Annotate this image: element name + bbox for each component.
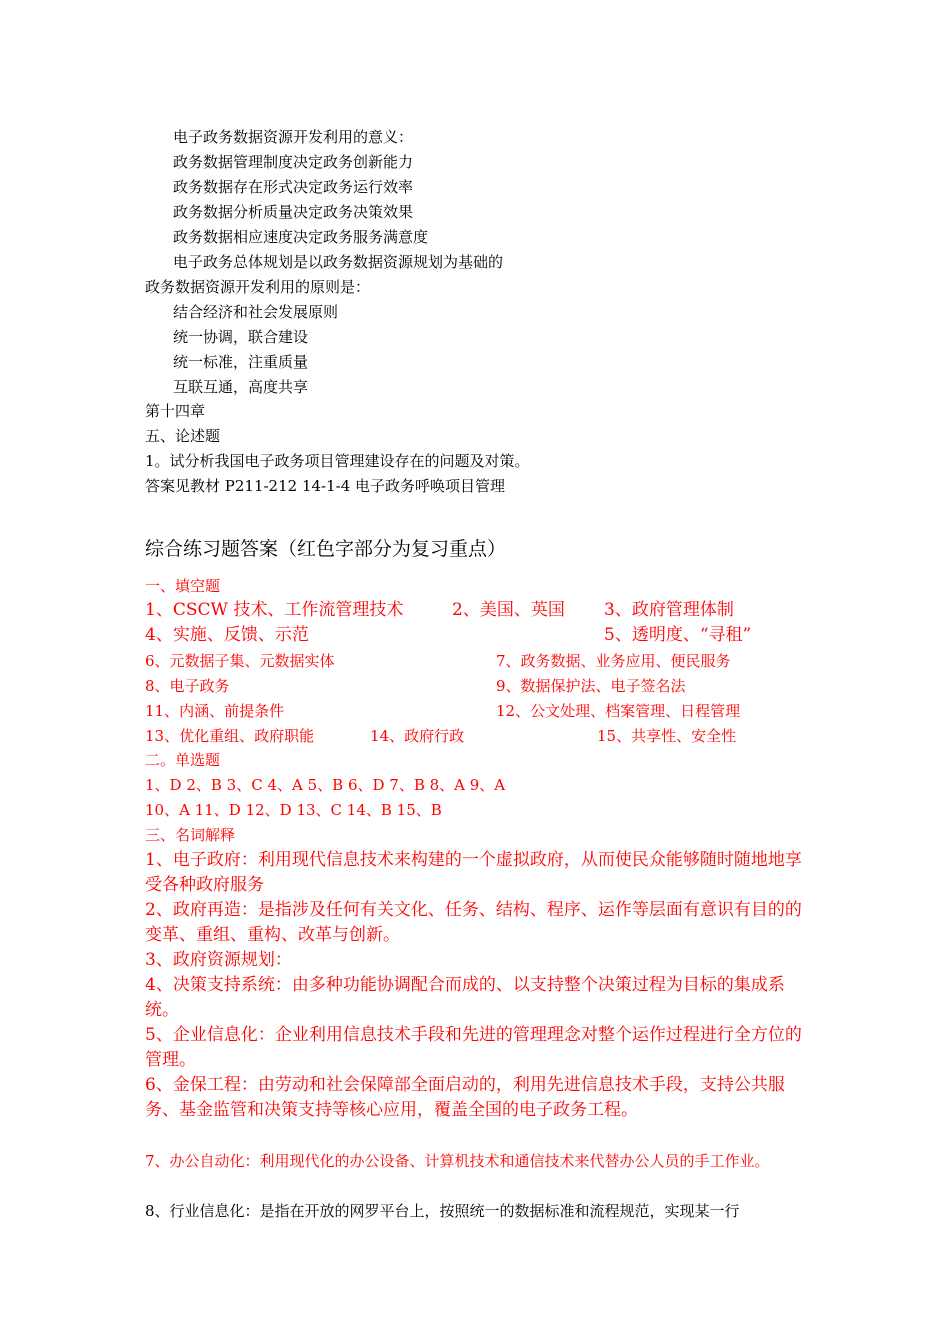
text-line: 电子政务数据资源开发利用的意义： [173, 128, 414, 146]
text-line: 统一协调，联合建设 [173, 328, 309, 346]
text-line: 政务数据相应速度决定政务服务满意度 [173, 228, 429, 246]
section-title: 综合练习题答案（红色字部分为复习重点） [145, 538, 507, 560]
answer-item: 15、共享性、安全性 [597, 727, 737, 745]
choice-answers: 10、A 11、D 12、D 13、C 14、B 15、B [145, 801, 442, 819]
term-item: 8、行业信息化：是指在开放的网罗平台上，按照统一的数据标准和流程规范，实现某一行 [145, 1202, 740, 1220]
answer-item: 11、内涵、前提条件 [145, 702, 285, 720]
answer-item: 6、元数据子集、元数据实体 [145, 652, 335, 670]
chapter-heading: 第十四章 [145, 402, 206, 420]
term-item: 4、决策支持系统：由多种功能协调配合而成的、以支持整个决策过程为目标的集成系统。 [145, 975, 785, 1020]
answer-item: 1、CSCW 技术、工作流管理技术 [145, 600, 404, 620]
term-item: 3、政府资源规划： [145, 950, 292, 970]
answer-item: 8、电子政务 [145, 677, 230, 695]
answer-item: 3、政府管理体制 [604, 600, 734, 620]
text-line: 政务数据资源开发利用的原则是： [145, 278, 371, 296]
text-line: 电子政务总体规划是以政务数据资源规划为基础的 [173, 253, 504, 271]
fill-blank-heading: 一、填空题 [145, 577, 221, 595]
term-item: 5、企业信息化：企业利用信息技术手段和先进的管理理念对整个运作过程进行全方位的管理。 [145, 1025, 802, 1070]
choice-answers: 1、D 2、B 3、C 4、A 5、B 6、D 7、B 8、A 9、A [145, 776, 506, 794]
text-line: 政务数据分析质量决定政务决策效果 [173, 203, 414, 221]
term-item: 2、政府再造：是指涉及任何有关文化、任务、结构、程序、运作等层面有意识有目的的变革、重组、重构、改革与创新。 [145, 900, 802, 945]
term-item: 1、电子政府：利用现代信息技术来构建的一个虚拟政府，从而使民众能够随时随地地享受各种政府服务 [145, 850, 802, 895]
answer-item: 4、实施、反馈、示范 [145, 625, 309, 645]
section-heading: 五、论述题 [145, 427, 221, 445]
term-item: 6、金保工程：由劳动和社会保障部全面启动的，利用先进信息技术手段，支持公共服务、基金监管和决策支持等核心应用，覆盖全国的电子政务工程。 [145, 1075, 785, 1120]
text-line: 结合经济和社会发展原则 [173, 303, 339, 321]
question-text: 1。试分析我国电子政务项目管理建设存在的问题及对策。 [145, 452, 530, 470]
terms-heading: 三、名词解释 [145, 826, 236, 844]
answer-item: 9、数据保护法、电子签名法 [496, 677, 686, 695]
text-line: 统一标准，注重质量 [173, 353, 309, 371]
answer-item: 12、公文处理、档案管理、日程管理 [496, 702, 741, 720]
single-choice-heading: 二。单选题 [145, 751, 221, 769]
answer-reference: 答案见教材 P211-212 14-1-4 电子政务呼唤项目管理 [145, 477, 506, 495]
text-line: 政务数据管理制度决定政务创新能力 [173, 153, 414, 171]
answer-item: 13、优化重组、政府职能 [145, 727, 315, 745]
answer-item: 2、美国、英国 [452, 600, 565, 620]
answer-item: 5、透明度、“寻租” [604, 625, 752, 645]
answer-item: 14、政府行政 [370, 727, 465, 745]
text-line: 互联互通，高度共享 [173, 378, 309, 396]
term-item: 7、办公自动化：利用现代化的办公设备、计算机技术和通信技术来代替办公人员的手工作业。 [145, 1152, 770, 1170]
text-line: 政务数据存在形式决定政务运行效率 [173, 178, 414, 196]
answer-item: 7、政务数据、业务应用、便民服务 [496, 652, 731, 670]
